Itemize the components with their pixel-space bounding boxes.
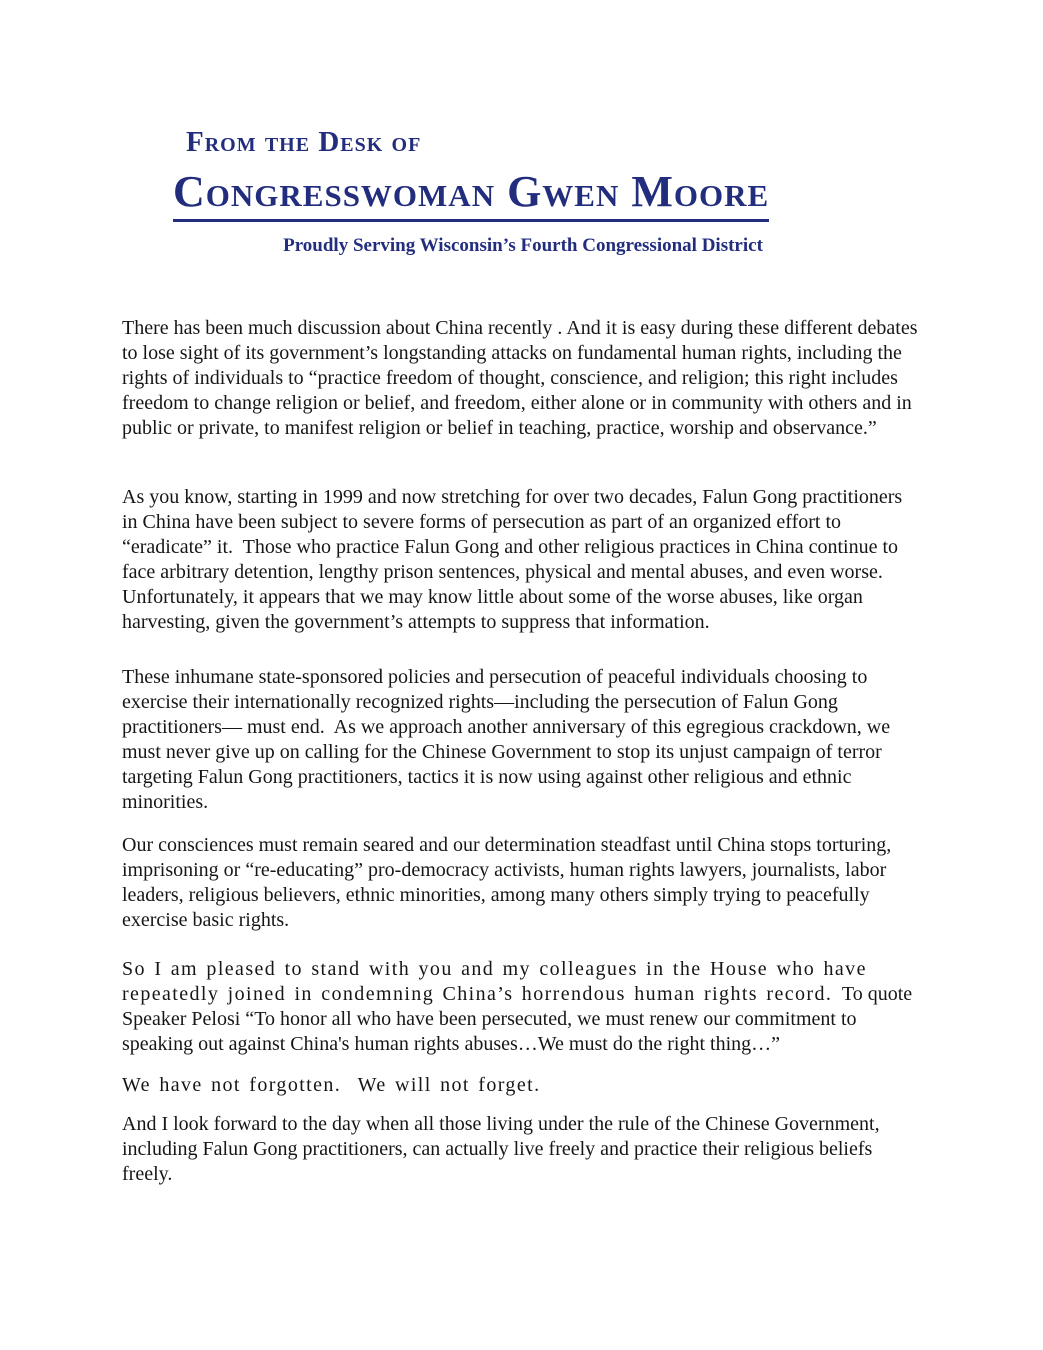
paragraph-6: We have not forgotten. We will not forget. <box>122 1074 541 1096</box>
paragraph-5 <box>122 957 922 1057</box>
paragraph-5-lead: So I am pleased to stand with you and my colleagues in the House who have repeatedly joined in condemning China’s horrendous human rights record. <box>122 958 876 1005</box>
paragraph-2: As you know, starting in 1999 and now stretching for over two decades, Falun Gong practitioners in China have been subject to severe forms of persecution as part of an organized effort to “eradicate” it. Those who practice Falun Gong and other religious practices in China continue to face arbitrary detention, lengthy prison sentences, physical and mental abuses, and even worse. Unfortunately, it appears that we may know little about some of the worse abuses, like organ harvesting, given the government’s attempts to suppress that information. <box>122 486 908 633</box>
paragraph-7: And I look forward to the day when all those living under the rule of the Chinese Government, including Falun Gong practitioners, can actually live freely and practice their religious beliefs freely. <box>122 1113 885 1185</box>
paragraph-3: These inhumane state-sponsored policies and persecution of peaceful individuals choosing to exercise their internationally recognized rights—including the persecution of Falun Gong practitioners— must end. As we approach another anniversary of this egregious crackdown, we must never give up on calling for the Chinese Government to stop its unjust campaign of terror targeting Falun Gong practitioners, tactics it is now using against other religious and ethnic minorities. <box>122 666 896 813</box>
letter-body <box>122 316 922 1187</box>
tagline: Proudly Serving Wisconsin’s Fourth Congressional District <box>283 235 763 256</box>
paragraph-1: There has been much discussion about China recently . And it is easy during these different debates to lose sight of its government’s longstanding attacks on fundamental human rights, including the rights of individuals to “practice freedom of thought, conscience, and religion; this right includes freedom to change religion or belief, and freedom, either alone or in community with others and in public or private, to manifest religion or belief in teaching, practice, worship and observance.” <box>122 317 923 439</box>
masthead-line: From the Desk of <box>186 126 422 158</box>
page-title <box>173 168 1043 222</box>
tagline-container <box>173 234 873 258</box>
paragraph-5-rest: To quote Speaker Pelosi “To honor all who have been persecuted, we must renew our commitment to speaking out against China's human rights abuses…We must do the right thing…” <box>122 983 918 1055</box>
paragraph-4: Our consciences must remain seared and our determination steadfast until China stops torturing, imprisoning or “re-educating” pro-democracy activists, human rights lawyers, journalists, labor leaders, religious believers, ethnic minorities, among many others simply trying to peacefully exercise basic rights. <box>122 834 897 931</box>
page-title-text: Congresswoman Gwen Moore <box>173 168 769 222</box>
